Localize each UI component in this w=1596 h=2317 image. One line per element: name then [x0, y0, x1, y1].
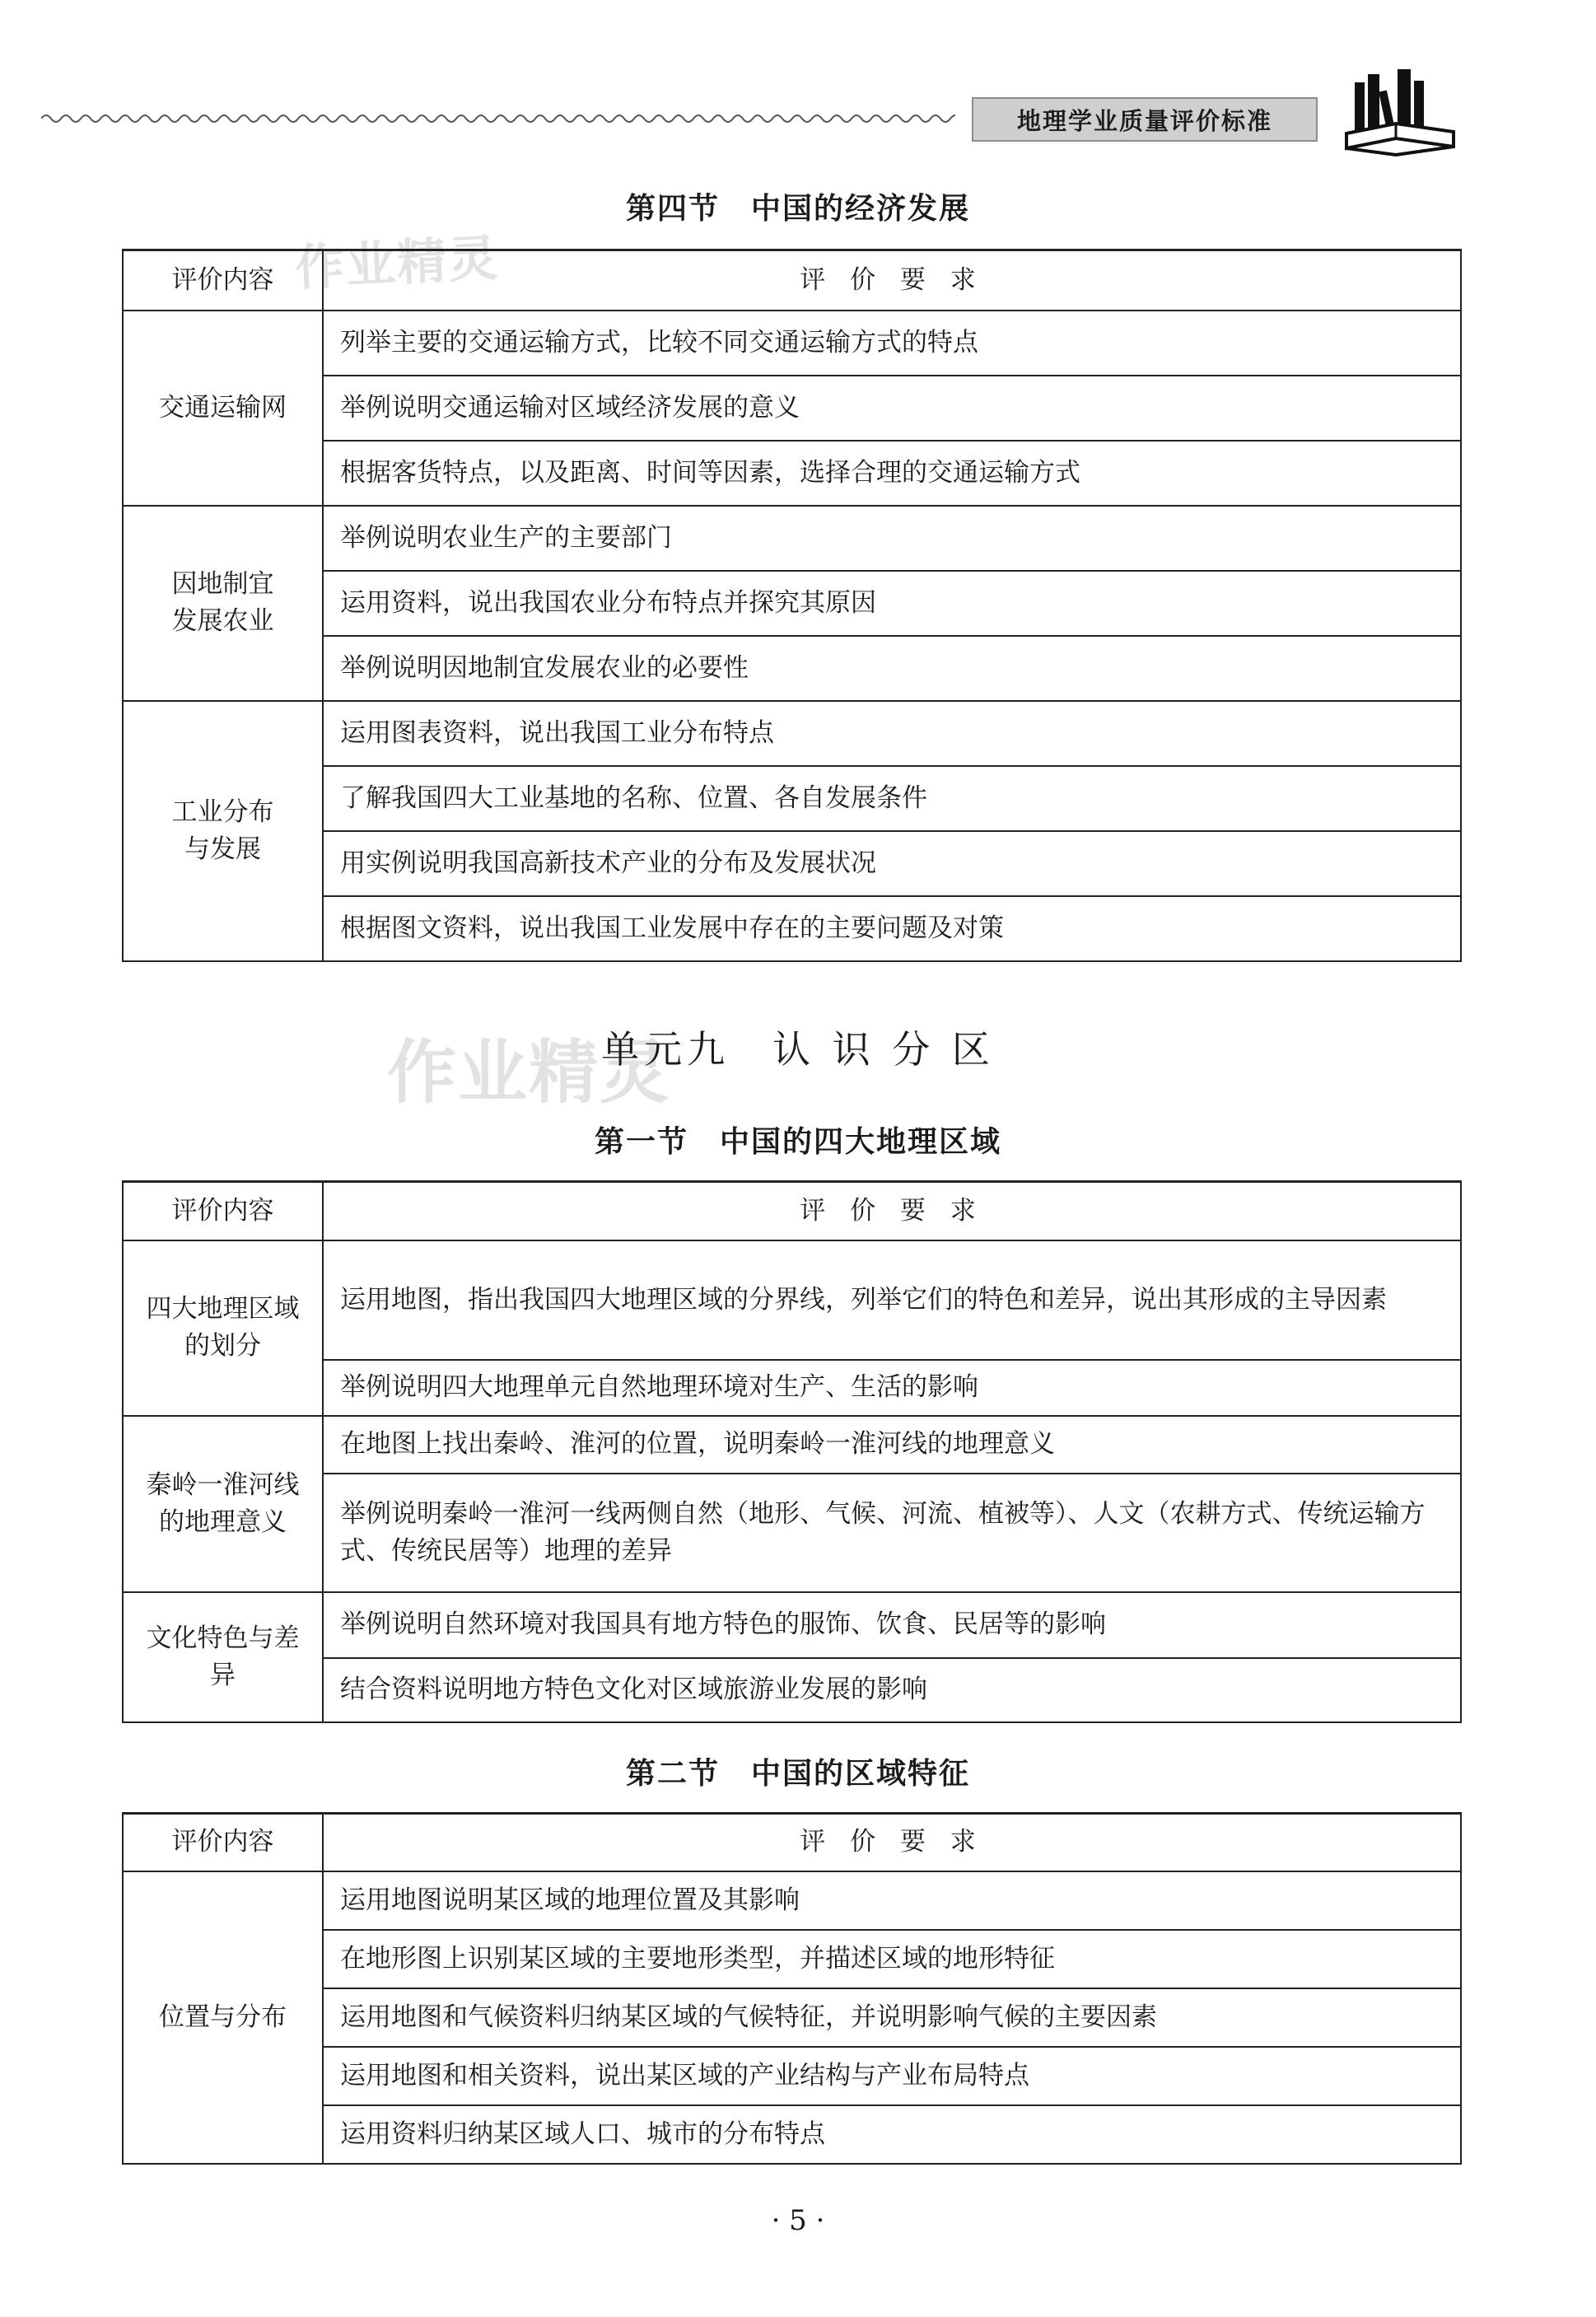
requirement-cell: 在地形图上识别某区域的主要地形类型，并描述区域的地形特征	[323, 1930, 1461, 1988]
section-title-features: 第二节 中国的区域特征	[625, 1756, 970, 1791]
category-label: 秦岭一淮河线的地理意义	[146, 1469, 300, 1537]
table-row	[123, 571, 1461, 636]
table-row	[123, 1416, 1461, 1474]
table-header-row	[123, 250, 1461, 311]
table-row	[123, 311, 1461, 376]
category-label: 因地制宜发展农业	[171, 569, 274, 636]
table-row	[123, 376, 1461, 441]
requirement-cell: 举例说明自然环境对我国具有地方特色的服饰、饮食、民居等的影响	[323, 1592, 1461, 1658]
table-row	[123, 1871, 1461, 1930]
requirement-cell: 举例说明四大地理单元自然地理环境对生产、生活的影响	[323, 1360, 1461, 1416]
watermark: 作业精灵	[293, 229, 501, 298]
requirement-cell: 运用地图和相关资料，说出某区域的产业结构与产业布局特点	[323, 2047, 1461, 2105]
table-header-row	[123, 1814, 1461, 1871]
requirement-cell: 用实例说明我国高新技术产业的分布及发展状况	[323, 831, 1461, 896]
table-row	[123, 441, 1461, 506]
category-cell	[123, 701, 323, 961]
table-row	[123, 1930, 1461, 1988]
category-cell: 位置与分布	[123, 1871, 323, 2164]
category-label: 文化特色与差异	[146, 1623, 300, 1690]
column-header-requirement: 评 价 要 求	[323, 250, 1461, 311]
category-label: 四大地理区域的划分	[146, 1294, 300, 1361]
table-row	[123, 766, 1461, 831]
table-row	[123, 1240, 1461, 1360]
table-row	[123, 506, 1461, 571]
requirement-cell: 运用资料，说出我国农业分布特点并探究其原因	[323, 571, 1461, 636]
requirement-cell: 结合资料说明地方特色文化对区域旅游业发展的影响	[323, 1658, 1461, 1722]
requirement-cell: 运用资料归纳某区域人口、城市的分布特点	[323, 2105, 1461, 2164]
column-header-content: 评价内容	[123, 1814, 323, 1871]
column-header-content: 评价内容	[123, 250, 323, 311]
category-cell	[123, 506, 323, 701]
books-icon	[1338, 68, 1462, 158]
requirement-cell: 举例说明因地制宜发展农业的必要性	[323, 636, 1461, 701]
category-cell	[123, 1240, 323, 1416]
requirement-cell: 运用地图说明某区域的地理位置及其影响	[323, 1871, 1461, 1930]
requirement-cell: 了解我国四大工业基地的名称、位置、各自发展条件	[323, 766, 1461, 831]
watermark: 作业精灵	[387, 1032, 671, 1113]
features-table	[122, 1812, 1462, 2165]
requirement-cell: 举例说明秦岭一淮河一线两侧自然（地形、气候、河流、植被等）、人文（农耕方式、传统运输方式、传统民居等）地理的差异	[323, 1474, 1461, 1592]
table-row	[123, 1658, 1461, 1722]
requirement-cell: 运用地图和气候资料归纳某区域的气候特征，并说明影响气候的主要因素	[323, 1988, 1461, 2047]
column-header-requirement: 评 价 要 求	[323, 1182, 1461, 1240]
requirement-cell: 列举主要的交通运输方式，比较不同交通运输方式的特点	[323, 311, 1461, 376]
requirement-cell: 在地图上找出秦岭、淮河的位置，说明秦岭一淮河线的地理意义	[323, 1416, 1461, 1474]
table-row	[123, 831, 1461, 896]
requirement-cell: 根据客货特点，以及距离、时间等因素，选择合理的交通运输方式	[323, 441, 1461, 506]
requirement-cell: 根据图文资料，说出我国工业发展中存在的主要问题及对策	[323, 896, 1461, 961]
regions-table	[122, 1180, 1462, 1723]
section-title-regions: 第一节 中国的四大地理区域	[594, 1124, 1001, 1159]
category-cell: 交通运输网	[123, 311, 323, 506]
section-title-economy: 第四节 中国的经济发展	[625, 191, 970, 226]
requirement-cell: 举例说明农业生产的主要部门	[323, 506, 1461, 571]
table-row	[123, 636, 1461, 701]
table-row	[123, 896, 1461, 961]
economy-table	[122, 249, 1462, 962]
table-row	[123, 2047, 1461, 2105]
header-wavy-line	[41, 109, 955, 128]
table-row	[123, 1360, 1461, 1416]
table-row	[123, 2105, 1461, 2164]
requirement-cell: 运用图表资料，说出我国工业分布特点	[323, 701, 1461, 766]
table-row	[123, 701, 1461, 766]
column-header-requirement: 评 价 要 求	[323, 1814, 1461, 1871]
header-badge: 地理学业质量评价标准	[972, 97, 1318, 142]
requirement-cell: 举例说明交通运输对区域经济发展的意义	[323, 376, 1461, 441]
requirement-cell: 运用地图，指出我国四大地理区域的分界线，列举它们的特色和差异，说出其形成的主导因素	[323, 1240, 1461, 1360]
table-row	[123, 1474, 1461, 1592]
table-row	[123, 1592, 1461, 1658]
page-number: · 5 ·	[771, 2204, 825, 2237]
category-cell	[123, 1416, 323, 1592]
category-cell	[123, 1592, 323, 1722]
category-label: 工业分布与发展	[171, 796, 274, 864]
table-row	[123, 1988, 1461, 2047]
column-header-content: 评价内容	[123, 1182, 323, 1240]
table-header-row	[123, 1182, 1461, 1240]
unit-title: 单元九 认 识 分 区	[601, 1027, 995, 1072]
